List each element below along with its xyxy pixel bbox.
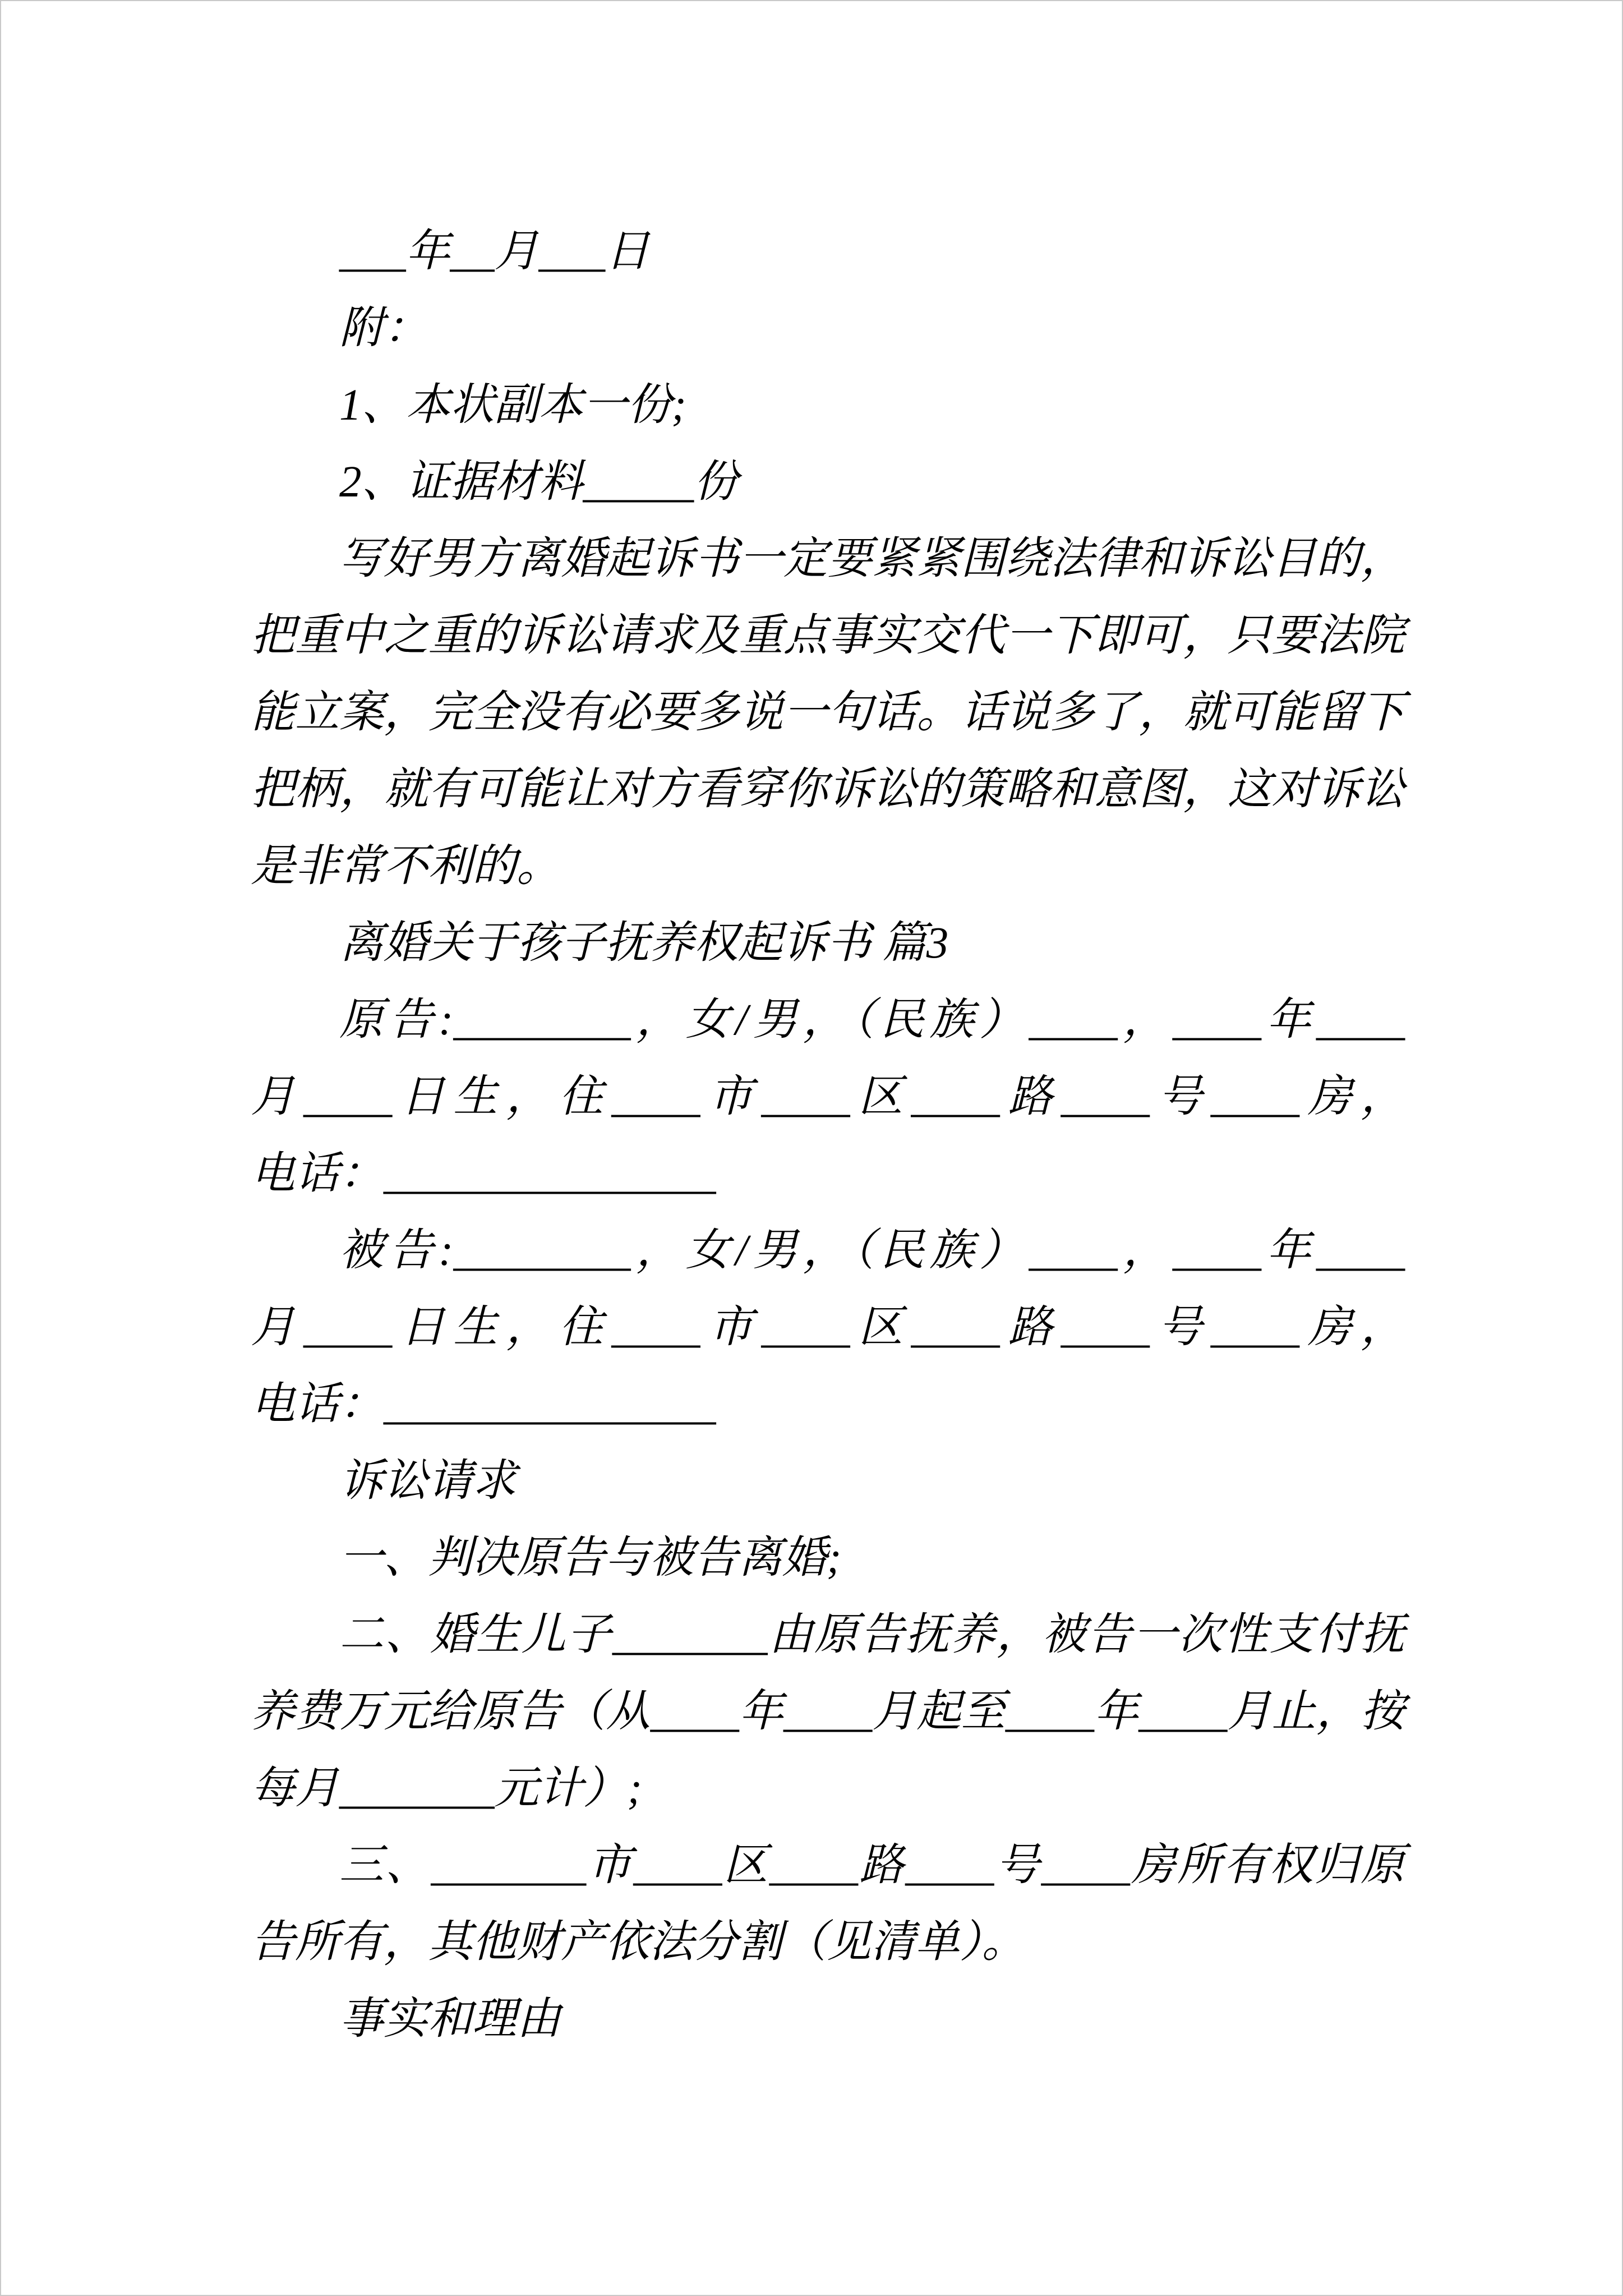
document-line-12: 电话：_______________	[251, 1149, 716, 1198]
document-line-14: 月____日生，住____市____区____路____号____房，	[251, 1303, 1405, 1352]
document-line-3: 2、证据材料_____份	[339, 458, 738, 507]
document-body	[251, 213, 1405, 2058]
document-line-9: 离婚关于孩子抚养权起诉书 篇3	[339, 919, 949, 968]
document-line-5: 把重中之重的诉讼请求及重点事实交代一下即可，只要法院	[251, 611, 1405, 660]
document-line-13: 被告:________，女/男，（民族）____，____年____	[339, 1226, 1405, 1275]
document-line-21: 三、_______市____区____路____号____房所有权归原	[339, 1841, 1405, 1890]
document-line-19: 养费万元给原告（从____年____月起至____年____月止，按	[251, 1687, 1405, 1736]
document-line-10: 原告:________，女/男，（民族）____，____年____	[339, 996, 1405, 1045]
document-line-11: 月____日生，住____市____区____路____号____房，	[251, 1073, 1405, 1121]
document-line-4: 写好男方离婚起诉书一定要紧紧围绕法律和诉讼目的，	[339, 535, 1405, 583]
document-line-18: 二、婚生儿子_______由原告抚养，被告一次性支付抚	[339, 1611, 1405, 1659]
document-line-17: 一、判决原告与被告离婚;	[339, 1534, 842, 1582]
document-line-2: 1、本状副本一份;	[339, 381, 686, 430]
document-line-6: 能立案，完全没有必要多说一句话。话说多了，就可能留下	[251, 688, 1405, 737]
document-line-0: ___年__月___日	[339, 227, 649, 276]
document-line-7: 把柄，就有可能让对方看穿你诉讼的策略和意图，这对诉讼	[251, 765, 1405, 814]
document-line-1: 附：	[339, 304, 428, 353]
document-line-20: 每月_______元计）;	[251, 1764, 642, 1813]
document-line-22: 告所有，其他财产依法分割（见清单）。	[251, 1918, 1026, 1967]
document-line-16: 诉讼请求	[339, 1457, 517, 1506]
document-line-15: 电话：_______________	[251, 1380, 716, 1429]
document-line-8: 是非常不利的。	[251, 842, 561, 891]
document-line-23: 事实和理由	[339, 1995, 561, 2044]
